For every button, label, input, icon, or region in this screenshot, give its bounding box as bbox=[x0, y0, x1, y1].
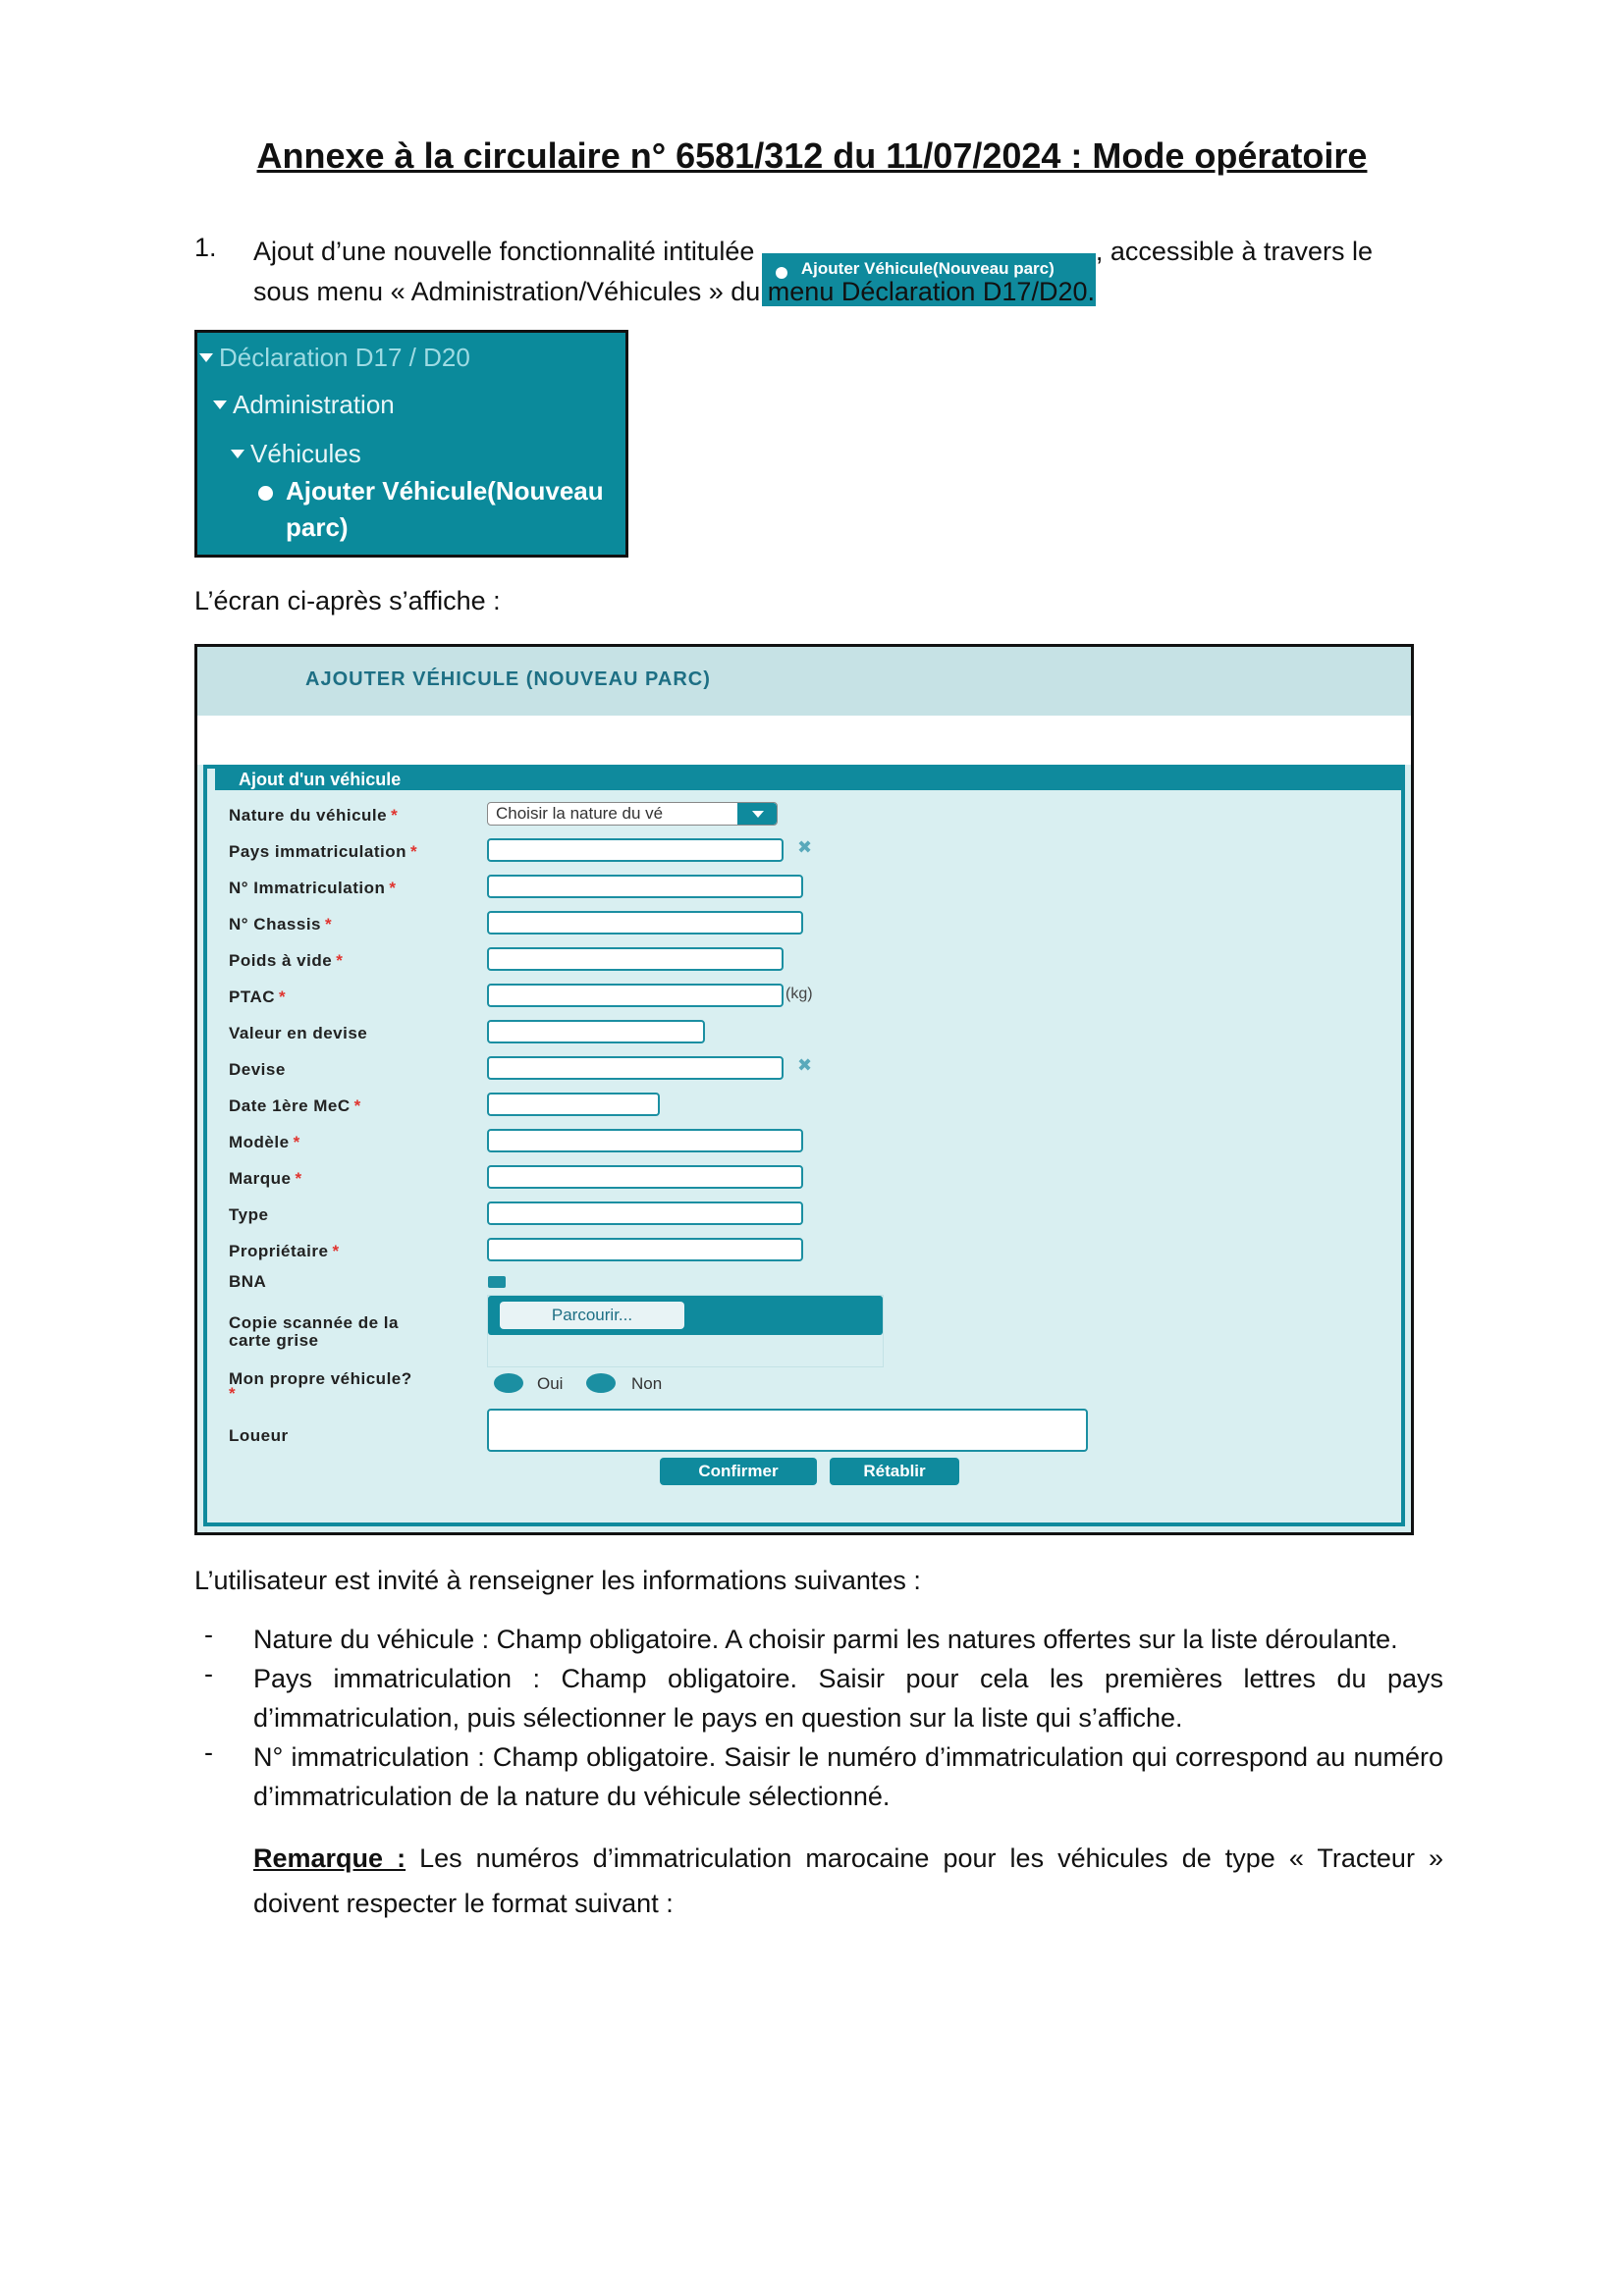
panel-title: Ajout d'un véhicule bbox=[215, 769, 1401, 790]
nature-placeholder: Choisir la nature du vé bbox=[496, 804, 664, 823]
menu-item-vehicules[interactable] bbox=[231, 439, 361, 469]
bullet-dash: - bbox=[204, 1620, 213, 1649]
menu-item-ajouter-vehicule[interactable] bbox=[286, 476, 604, 543]
bullet-dash: - bbox=[204, 1659, 213, 1688]
form-gap bbox=[197, 716, 1411, 765]
menu-item-declaration[interactable] bbox=[199, 343, 470, 373]
devise-input[interactable] bbox=[487, 1056, 784, 1080]
ptac-input[interactable] bbox=[487, 984, 784, 1007]
confirm-button[interactable]: Confirmer bbox=[660, 1458, 817, 1485]
label-date-mec: Date 1ère MeC * bbox=[229, 1096, 361, 1115]
label-poids: Poids à vide * bbox=[229, 951, 344, 970]
menu-label-administration: Administration bbox=[233, 390, 395, 419]
file-bar bbox=[488, 1296, 883, 1335]
num-immat-input[interactable] bbox=[487, 875, 803, 898]
chevron-down-icon bbox=[231, 450, 244, 458]
screen-intro: L’écran ci-après s’affiche : bbox=[194, 586, 501, 615]
label-bna: BNA bbox=[229, 1272, 267, 1291]
label-copie: Copie scannée de la carte grise bbox=[229, 1313, 399, 1350]
proprietaire-input[interactable] bbox=[487, 1238, 803, 1261]
label-ptac: PTAC * bbox=[229, 988, 287, 1006]
label-modele: Modèle * bbox=[229, 1133, 300, 1151]
remarque-text: Les numéros d’immatriculation marocaine pour les véhicules de type « Tracteur » doivent respecter le format suivant : bbox=[253, 1843, 1443, 1918]
user-prompt: L’utilisateur est invité à renseigner les informations suivantes : bbox=[194, 1566, 921, 1595]
label-propre: Mon propre véhicule? * bbox=[229, 1369, 412, 1403]
type-input[interactable] bbox=[487, 1201, 803, 1225]
bullet-pays: Pays immatriculation : Champ obligatoire. Saisir pour cela les premières lettres du pays d’immatriculation, puis sélectionner le pays en question sur la liste qui s’affiche. bbox=[253, 1664, 1443, 1733]
form-panel bbox=[203, 765, 1405, 1526]
ptac-unit: (kg) bbox=[785, 986, 813, 1002]
label-type: Type bbox=[229, 1205, 269, 1224]
menu-tree bbox=[194, 330, 628, 558]
radio-oui[interactable] bbox=[494, 1373, 523, 1393]
reset-button[interactable]: Rétablir bbox=[830, 1458, 959, 1485]
pays-input[interactable] bbox=[487, 838, 784, 862]
bullet-num-immat: N° immatriculation : Champ obligatoire. Saisir le numéro d’immatriculation qui correspond au numéro d’immatriculation de la nature du véhicule sélectionné. bbox=[253, 1742, 1443, 1811]
label-chassis: N° Chassis * bbox=[229, 915, 333, 934]
label-pays: Pays immatriculation * bbox=[229, 842, 418, 861]
menu-leaf-line1: Ajouter Véhicule(Nouveau bbox=[286, 476, 604, 506]
form-header-title: AJOUTER VÉHICULE (NOUVEAU PARC) bbox=[305, 668, 711, 690]
clear-icon[interactable]: ✖ bbox=[797, 837, 813, 857]
file-upload bbox=[487, 1295, 884, 1367]
valeur-input[interactable] bbox=[487, 1020, 705, 1043]
menu-leaf-line2: parc) bbox=[286, 512, 349, 542]
label-proprietaire: Propriétaire * bbox=[229, 1242, 340, 1260]
label-num-immat: N° Immatriculation * bbox=[229, 879, 397, 897]
chassis-input[interactable] bbox=[487, 911, 803, 934]
modele-input[interactable] bbox=[487, 1129, 803, 1152]
chevron-down-icon[interactable] bbox=[737, 803, 777, 825]
bullet-icon bbox=[258, 486, 273, 501]
bullet-dash: - bbox=[204, 1737, 213, 1767]
clear-icon[interactable]: ✖ bbox=[797, 1055, 813, 1075]
menu-label-declaration: Déclaration D17 / D20 bbox=[219, 343, 470, 372]
radio-non-label: Non bbox=[631, 1374, 663, 1393]
label-devise: Devise bbox=[229, 1060, 286, 1079]
chip-label: Ajouter Véhicule(Nouveau parc) bbox=[800, 259, 1055, 278]
nature-select[interactable] bbox=[487, 802, 778, 826]
marque-input[interactable] bbox=[487, 1165, 803, 1189]
browse-button[interactable]: Parcourir... bbox=[500, 1302, 684, 1329]
item-number: 1. bbox=[194, 233, 217, 262]
poids-input[interactable] bbox=[487, 947, 784, 971]
label-nature: Nature du véhicule * bbox=[229, 806, 399, 825]
chevron-down-icon bbox=[199, 353, 213, 362]
loueur-input[interactable] bbox=[487, 1409, 1088, 1452]
item1-text-before: Ajout d’une nouvelle fonctionnalité intitulée bbox=[253, 237, 755, 266]
label-loueur: Loueur bbox=[229, 1426, 289, 1445]
radio-oui-label: Oui bbox=[537, 1374, 564, 1393]
menu-label-vehicules: Véhicules bbox=[250, 439, 361, 468]
page-title: Annexe à la circulaire n° 6581/312 du 11/07/2024 : Mode opératoire bbox=[256, 135, 1368, 176]
remarque-paragraph bbox=[253, 1836, 1443, 1926]
bullet-nature: Nature du véhicule : Champ obligatoire. A choisir parmi les natures offertes sur la liste déroulante. bbox=[253, 1625, 1398, 1654]
form-header bbox=[197, 647, 1411, 716]
chevron-down-icon bbox=[213, 400, 227, 409]
radio-non[interactable] bbox=[586, 1373, 616, 1393]
label-valeur: Valeur en devise bbox=[229, 1024, 368, 1042]
bna-checkbox[interactable] bbox=[488, 1276, 506, 1288]
date-mec-input[interactable] bbox=[487, 1093, 660, 1116]
menu-item-administration[interactable] bbox=[213, 390, 395, 420]
item1-text-after: , accessible à travers le bbox=[1095, 237, 1374, 266]
form-screenshot bbox=[194, 644, 1414, 1535]
remarque-label: Remarque : bbox=[253, 1843, 406, 1873]
label-marque: Marque * bbox=[229, 1169, 302, 1188]
item1-line2: sous menu « Administration/Véhicules » du menu Déclaration D17/D20. bbox=[253, 277, 1095, 306]
